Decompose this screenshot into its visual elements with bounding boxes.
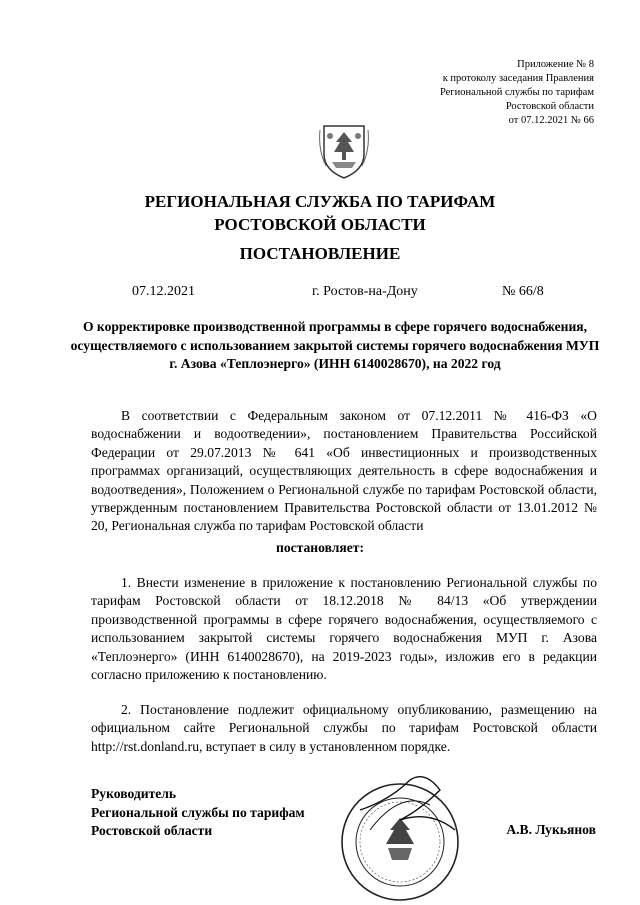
decree-word: постановляет: (276, 540, 364, 555)
agency-name-line: РОСТОВСКОЙ ОБЛАСТИ (214, 215, 426, 234)
annex-line: Ростовской области (505, 101, 594, 112)
annex-note (440, 58, 594, 128)
annex-line: Региональной службы по тарифам (439, 87, 594, 98)
signatory-title-line: Региональной службы по тарифам (91, 804, 305, 820)
decree-item-1: 1. Внести изменение в приложение к постановлению Региональной службы по тарифам Ростовской области от 18.12.2018 № 84/13 «Об утверждении производственной программы в сфере горячего водоснабжения, осуществляемого с использованием закрытой системы горячего водоснабжения МУП г. Азова «Теплоэнерго» (ИНН 6140028670), на 2019-2023 годы», изложив его в редакции согласно приложению к постановлению. (91, 575, 597, 683)
document-type: ПОСТАНОВЛЕНИЕ (239, 244, 401, 263)
document-subject: О корректировке производственной программы в сфере горячего водоснабжения, осуществляемого с использованием закрытой системы горячего водоснабжения МУП г. Азова «Теплоэнерго» (ИНН 6140028670), на 2022 год (70, 319, 600, 371)
agency-name (0, 190, 640, 236)
official-seal-icon (330, 770, 470, 905)
annex-line: к протоколу заседания Правления (442, 73, 594, 84)
preamble-paragraph: В соответствии с Федеральным законом от 07.12.2011 № 416-ФЗ «О водоснабжении и водоотведении», постановлением Правительства Российской Федерации от 29.07.2013 № 641 «Об инвестиционных и производственных программах организаций, осуществляющих деятельность в сфере водоснабжения и водоотведения», Положением о Региональной службе по тарифам Ростовской области, утвержденным постановлением Правительства Ростовской области от 13.01.2012 № 20, Региональная служба по тарифам Ростовской области (91, 408, 597, 534)
signatory-name: А.В. Лукьянов (506, 822, 596, 837)
signatory-title-line: Ростовской области (91, 823, 213, 838)
coat-of-arms-icon (316, 120, 372, 182)
annex-line: от 07.12.2021 № 66 (508, 115, 594, 126)
agency-name-line: РЕГИОНАЛЬНАЯ СЛУЖБА ПО ТАРИФАМ (144, 192, 496, 211)
signatory-title-line: Руководитель (91, 786, 177, 801)
signatory-title (91, 785, 305, 841)
document-date: 07.12.2021 (132, 284, 195, 299)
document-city: г. Ростов-на-Дону (312, 284, 418, 299)
annex-line: Приложение № 8 (517, 59, 594, 70)
document-number: № 66/8 (502, 284, 544, 299)
decree-item-2: 2. Постановление подлежит официальному опубликованию, размещению на официальном сайте Региональной службы по тарифам Ростовской области http://rst.donland.ru, вступает в силу в установленном порядке. (91, 702, 597, 754)
